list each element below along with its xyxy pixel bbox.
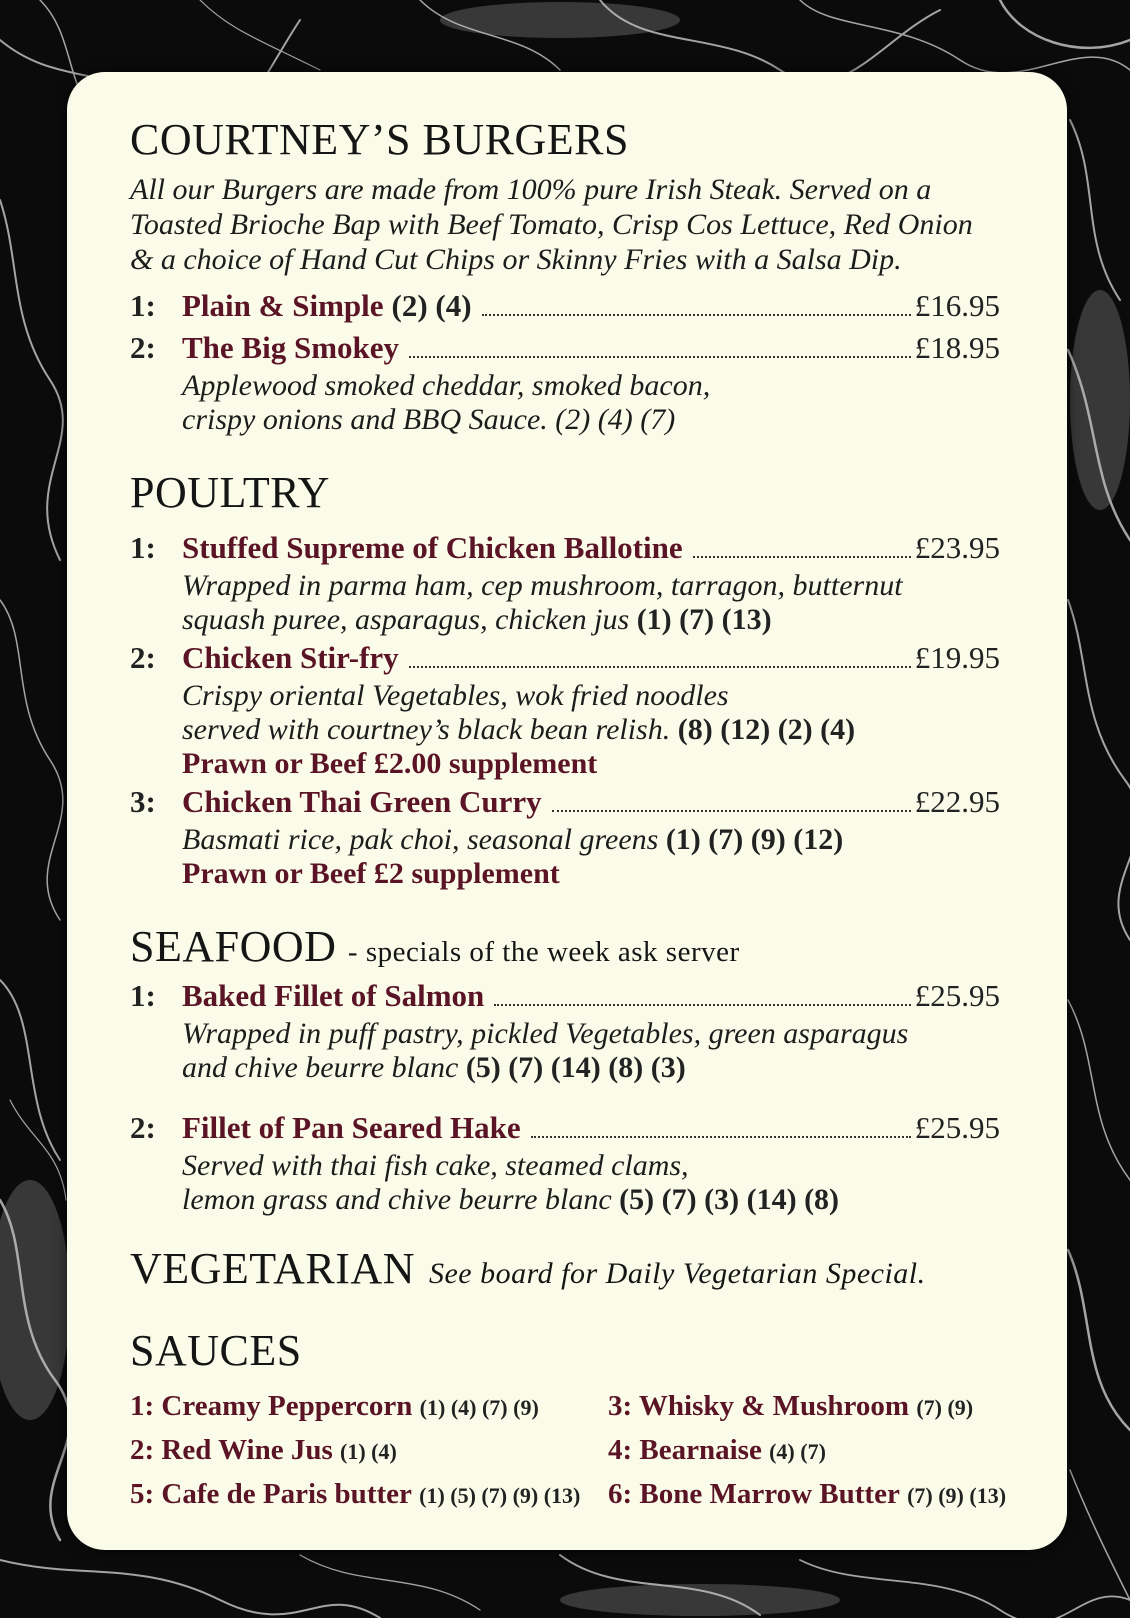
- menu-item: [130, 781, 1000, 891]
- section-title: COURTNEY’S BURGERS: [130, 115, 629, 164]
- item-number: 2:: [130, 1110, 156, 1145]
- sauce-item: [130, 1473, 608, 1517]
- item-supplement: Prawn or Beef £2.00 supplement: [182, 747, 598, 780]
- menu-item: [130, 527, 1000, 637]
- intro-line: All our Burgers are made from 100% pure Irish Steak. Served on a: [130, 173, 932, 206]
- sauce-name: 5: Cafe de Paris butter: [130, 1478, 412, 1510]
- sauce-item: [608, 1473, 1008, 1517]
- sauce-item: [130, 1429, 608, 1473]
- item-name: The Big Smokey: [182, 330, 400, 365]
- item-price: £22.95: [914, 784, 1000, 819]
- item-price: £18.95: [914, 330, 1000, 365]
- dot-leader: [494, 976, 910, 1006]
- section-title-text: SEAFOOD: [130, 922, 337, 971]
- sauce-allergens: (4) (7): [769, 1439, 826, 1464]
- section-note: See board for Daily Vegetarian Special.: [428, 1257, 926, 1290]
- intro-line: & a choice of Hand Cut Chips or Skinny Fries with a Salsa Dip.: [130, 243, 902, 276]
- section-vegetarian: [130, 1244, 1000, 1293]
- dot-leader: [531, 1108, 911, 1138]
- section-title: POULTRY: [130, 468, 330, 517]
- menu-item: [130, 975, 1000, 1085]
- section-title: [130, 1244, 1000, 1293]
- item-name: Chicken Stir-fry: [182, 640, 399, 675]
- sauce-name: 2: Red Wine Jus: [130, 1434, 333, 1466]
- section-title: SAUCES: [130, 1326, 302, 1375]
- sauce-item: [130, 1385, 608, 1429]
- item-allergens: (2) (4): [391, 288, 472, 323]
- item-price: £25.95: [914, 978, 1000, 1013]
- desc-text: and chive beurre blanc: [182, 1051, 459, 1084]
- sauce-name: 3: Whisky & Mushroom: [608, 1390, 910, 1422]
- item-price: £23.95: [914, 530, 1000, 565]
- sauce-name: 6: Bone Marrow Butter: [608, 1478, 900, 1510]
- sauce-name: 4: Bearnaise: [608, 1434, 762, 1466]
- dot-leader: [409, 638, 911, 668]
- item-allergens: (1) (7) (13): [636, 603, 772, 636]
- item-number: 1:: [130, 288, 156, 323]
- item-name: Stuffed Supreme of Chicken Ballotine: [182, 530, 683, 565]
- sauce-name: 1: Creamy Peppercorn: [130, 1390, 413, 1422]
- item-supplement: Prawn or Beef £2 supplement: [182, 857, 560, 890]
- item-number: 3:: [130, 784, 156, 819]
- section-seafood: [130, 922, 1000, 1217]
- section-intro: [130, 172, 1000, 277]
- sauce-allergens: (7) (9) (13): [907, 1483, 1007, 1508]
- section-title: [130, 922, 1000, 971]
- item-description: [182, 603, 1000, 637]
- item-number: 1:: [130, 530, 156, 565]
- desc-text: served with courtney’s black bean relish.: [182, 713, 671, 746]
- item-description: Applewood smoked cheddar, smoked bacon,: [182, 369, 711, 402]
- item-description: Served with thai fish cake, steamed clams,: [182, 1149, 689, 1182]
- item-description: [182, 713, 1000, 747]
- item-name: Plain & Simple: [182, 288, 384, 323]
- sauce-allergens: (1) (5) (7) (9) (13): [419, 1483, 581, 1508]
- item-allergens: (5) (7) (14) (8) (3): [465, 1051, 686, 1084]
- section-sauces: [130, 1326, 1007, 1517]
- sauce-list: [130, 1385, 1007, 1517]
- item-description: Wrapped in parma ham, cep mushroom, tarragon, butternut: [182, 569, 903, 602]
- desc-text: Basmati rice, pak choi, seasonal greens: [182, 823, 659, 856]
- dot-leader: [482, 286, 911, 316]
- section-burgers: [130, 115, 1000, 437]
- section-title-text: VEGETARIAN: [130, 1244, 415, 1293]
- sauce-item: [608, 1429, 1008, 1473]
- menu-item: [130, 327, 1000, 437]
- item-description: [182, 823, 1000, 857]
- item-price: £16.95: [914, 288, 1000, 323]
- item-number: 1:: [130, 978, 156, 1013]
- sauce-allergens: (7) (9): [916, 1395, 974, 1420]
- item-allergens: (8) (12) (2) (4): [677, 713, 856, 746]
- item-description: [182, 1051, 1000, 1085]
- item-price: £19.95: [914, 640, 1000, 675]
- intro-line: Toasted Brioche Bap with Beef Tomato, Crisp Cos Lettuce, Red Onion: [130, 208, 973, 241]
- sauce-item: [608, 1385, 1008, 1429]
- menu-item: [130, 285, 1000, 327]
- item-description: Crispy oriental Vegetables, wok fried noodles: [182, 679, 729, 712]
- item-name: Baked Fillet of Salmon: [182, 978, 485, 1013]
- item-number: 2:: [130, 640, 156, 675]
- menu-item: [130, 1107, 1000, 1217]
- item-description: crispy onions and BBQ Sauce. (2) (4) (7): [182, 403, 676, 436]
- dot-leader: [693, 528, 911, 558]
- dot-leader: [552, 782, 911, 812]
- dot-leader: [409, 328, 911, 358]
- sauce-allergens: (1) (4) (7) (9): [419, 1395, 539, 1420]
- item-price: £25.95: [914, 1110, 1000, 1145]
- sauce-allergens: (1) (4): [340, 1439, 397, 1464]
- menu-item: [130, 637, 1000, 781]
- item-description: Wrapped in puff pastry, pickled Vegetables, green asparagus: [182, 1017, 909, 1050]
- item-allergens: (1) (7) (9) (12): [665, 823, 844, 856]
- desc-text: squash puree, asparagus, chicken jus: [182, 603, 630, 636]
- menu-content: [130, 115, 1007, 1517]
- item-number: 2:: [130, 330, 156, 365]
- section-poultry: [130, 468, 1000, 891]
- desc-text: lemon grass and chive beurre blanc: [182, 1183, 612, 1216]
- item-description: [182, 1183, 1000, 1217]
- item-name: Chicken Thai Green Curry: [182, 784, 542, 819]
- section-note: - specials of the week ask server: [347, 936, 740, 968]
- item-name: Fillet of Pan Seared Hake: [182, 1110, 521, 1145]
- item-allergens: (5) (7) (3) (14) (8): [619, 1183, 840, 1216]
